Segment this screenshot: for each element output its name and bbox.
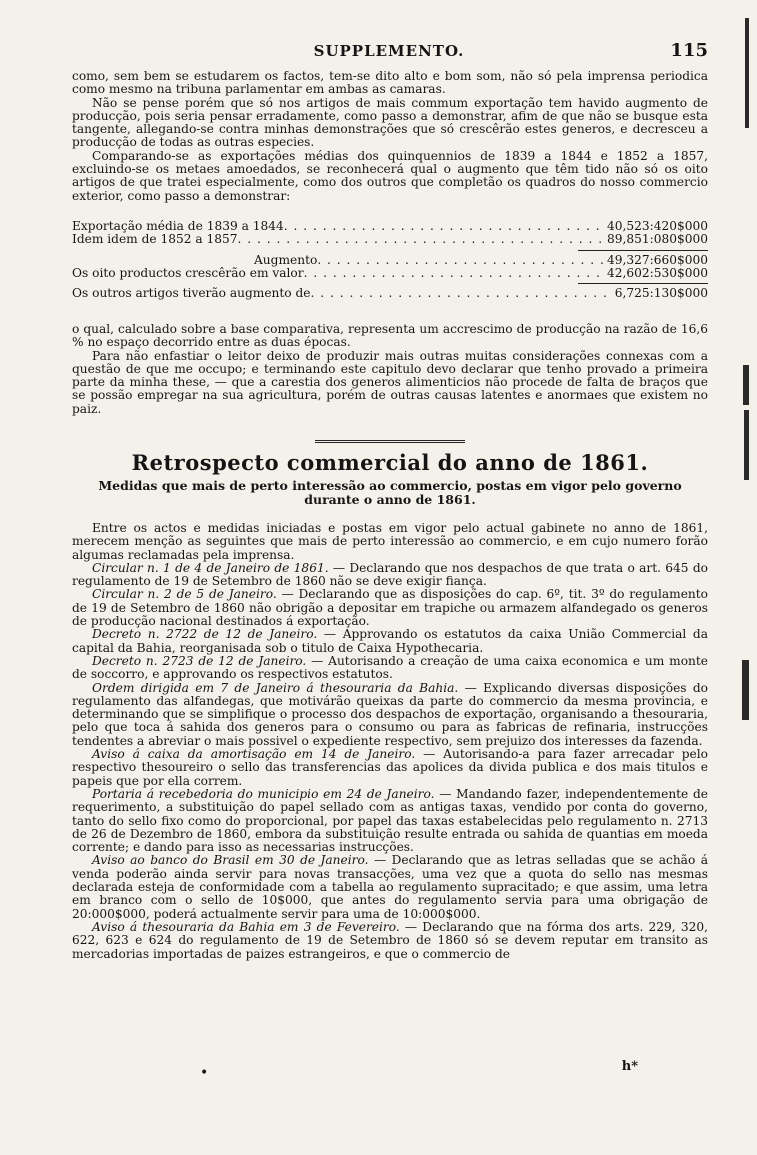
item-head: Circular n. 2 de 5 de Janeiro. [92,587,277,602]
intro-paragraph-1: como, sem bem se estudarem os factos, tem-se dito alto e bom som, não só pela imprensa periodica como mesmo na tribuna parlamentar em ambas as camaras. [72,69,708,97]
item-head: Aviso á thesouraria da Bahia em 3 de Fevereiro. [92,919,400,934]
list-item [72,748,708,788]
page-edge-shadow [745,18,749,128]
item-head: Decreto n. 2723 de 12 de Janeiro. [92,653,307,668]
row-value: 89,851:080$000 [606,232,708,247]
list-item [72,682,708,748]
row-value: 40,523:420$000 [606,219,708,233]
closing-paragraph-2: Para não enfastiar o leitor deixo de produzir mais outras muitas considerações connexas com a questão de que me occupo; e terminando este capitulo devo declarar que tenho provado a primeira parte da minha these, — que a carestia dos generos alimenticios não procede de falta de braços que se possão empregar na sua agricultura, porém de outras causas latentes e anormaes que existem no paiz. [72,348,708,416]
closing-paragraph-1: o qual, calculado sobre a base comparativa, representa um accrescimo de producção na razão de 16,6 % no espaço decorrido entre as duas épocas. [72,322,708,350]
item-text: — Autorisando-a para fazer arrecadar pelo respectivo thesoureiro o sello das transferencias das apolices da divida publica e dos mais titulos e papeis que por ella correm. [72,747,708,788]
item-text: — Declarando que as letras selladas que se achão á venda poderão ainda servir para novas transacções, uma vez que a quota do sello nas mesmas declarada esteja de conformidade com a tabella ao regulamento supracitado; e que assim, uma letra em branco com o sello de 10$000, que antes do regulamento servia para uma obrigação de 20:000$000, poderá actualmente servir para uma de 10:000$000. [72,853,709,921]
item-text: — Declarando que as disposições do cap. 6º, tit. 3º do regulamento de 19 de Setembro de 1860 não obrigão a depositar em trapiche ou armazem alfandegado os generos de producção nacional destinados á exportação. [72,587,709,629]
intro-paragraph-2: Não se pense porém que só nos artigos de mais commum exportação tem havido augmento de producção, pois seria pensar erradamente, como passo a demonstrar, afim de que não se busque esta tangente, allegando-se contra minhas demonstrações que só crescêrão estes generos, e decresceu a producção de todas as outras especies. [72,95,708,150]
running-title: SUPPLEMENTO. [313,42,465,60]
bullet-mark: • [200,1065,209,1081]
intro-paragraph-3: Comparando-se as exportações médias dos quinquennios de 1839 a 1844 e 1852 a 1857, excluindo-se os metaes amoedados, se reconhecerá qual o augmento que têm tido não só os oito artigos de que tratei especialmente, como dos outros que completão os quadros do nosso commercio exterior, como passo a demonstrar: [72,148,708,203]
table-row [72,220,708,233]
section-header [72,434,708,511]
sum-rule [578,283,708,284]
list-item [72,921,708,961]
item-text: — Mandando fazer, independentemente de requerimento, a substituição do papel sellado com as antigas taxas, vendido por conta do governo, tanto do sello fixo como do proporcional, por papel das taxas estabelecidas pelo regulamento n. 2713 de 26 de Dezembro de 1860, embora da substituição resulte entrada ou sahida de quantias em moeda corrente; e dando para isso as necessarias instrucções. [72,786,708,855]
page-header [70,42,708,66]
row-label: Os oito productos crescêrão em valor [72,265,304,280]
row-label: Os outros artigos tiverão augmento de [72,286,311,301]
signature-mark: h* [621,1059,638,1074]
row-label: Augmento [254,252,318,267]
row-label: Idem idem de 1852 a 1857 [72,232,238,247]
list-item [72,655,708,682]
item-head: Ordem dirigida em 7 de Janeiro á thesouraria da Bahia. [92,680,459,695]
table-row [72,254,708,267]
table-row [72,267,708,280]
row-label: Exportação média de 1839 a 1844 [72,219,284,233]
row-value: 6,725:130$000 [614,286,708,301]
item-head: Decreto n. 2722 de 12 de Janeiro. [92,627,318,642]
list-item [72,628,708,655]
section-title: Retrospecto commercial do anno de 1861. [131,450,649,475]
page-edge-shadow [744,410,749,480]
item-text: — Declarando que na fórma dos arts. 229, 320, 622, 623 e 624 do regulamento de 19 de Setembro de 1860 só se devem reputar em transito as mercadorias importadas de paizes estrangeiros, e que o commercio de [72,919,709,961]
row-value: 49,327:660$000 [606,252,708,267]
item-head: Aviso ao banco do Brasil em 30 de Janeiro. [92,853,369,868]
list-item [72,588,708,628]
item-text: — Autorisando a creação de uma caixa economica e um monte de soccorro, e approvando os respectivos estatutos. [72,653,708,682]
row-value: 42,602:530$000 [606,265,708,280]
item-head: Portaria á recebedoria do municipio em 24 de Janeiro. [92,786,435,801]
export-table [72,220,708,300]
page-edge-shadow [742,660,749,720]
section-subtitle: Medidas que mais de perto interessão ao commercio, postas em vigor pelo governo durante o anno de 1861. [98,478,682,507]
item-text: — Declarando que nos despachos de que trata o art. 645 do regulamento de 19 de Setembro de 1860 não se deve exigir fiança. [72,560,708,589]
list-item [72,788,708,854]
measures-list [72,522,708,961]
closing-block [72,323,708,416]
sum-rule [578,250,708,251]
item-text: — Explicando diversas disposições do regulamento das alfandegas, que motivárão queixas da parte do commercio da mesma provincia, e determinando que se simplifique o processo dos despachos de exportação, organisando a thesouraria, pelo que toca á sahida dos generos para o consumo ou para as fabricas de refinaria, instrucções tendentes a abreviar o mais possivel o expediente respectivo, sem prejuizo dos interesses da fazenda. [72,680,709,748]
item-text: — Approvando os estatutos da caixa União Commercial da capital da Bahia, reorganisada sob o titulo de Caixa Hypothecaria. [72,627,709,655]
list-item [72,854,708,920]
table-row [72,233,708,246]
section-intro: Entre os actos e medidas iniciadas e postas em vigor pelo actual gabinete no anno de 1861, merecem menção as seguintes que mais de perto interessão ao commercio, e em cujo numero forão algumas reclamadas pela imprensa. [72,521,708,562]
table-row [72,287,708,300]
page-number: 115 [670,40,708,61]
section-divider [315,440,465,443]
item-head: Aviso á caixa da amortisação em 14 de Janeiro. [92,747,416,762]
page-footer [72,1061,708,1081]
intro-block [72,70,708,203]
list-item [72,562,708,589]
page-edge-shadow [743,365,749,405]
item-head: Circular n. 1 de 4 de Janeiro de 1861. [92,560,329,575]
